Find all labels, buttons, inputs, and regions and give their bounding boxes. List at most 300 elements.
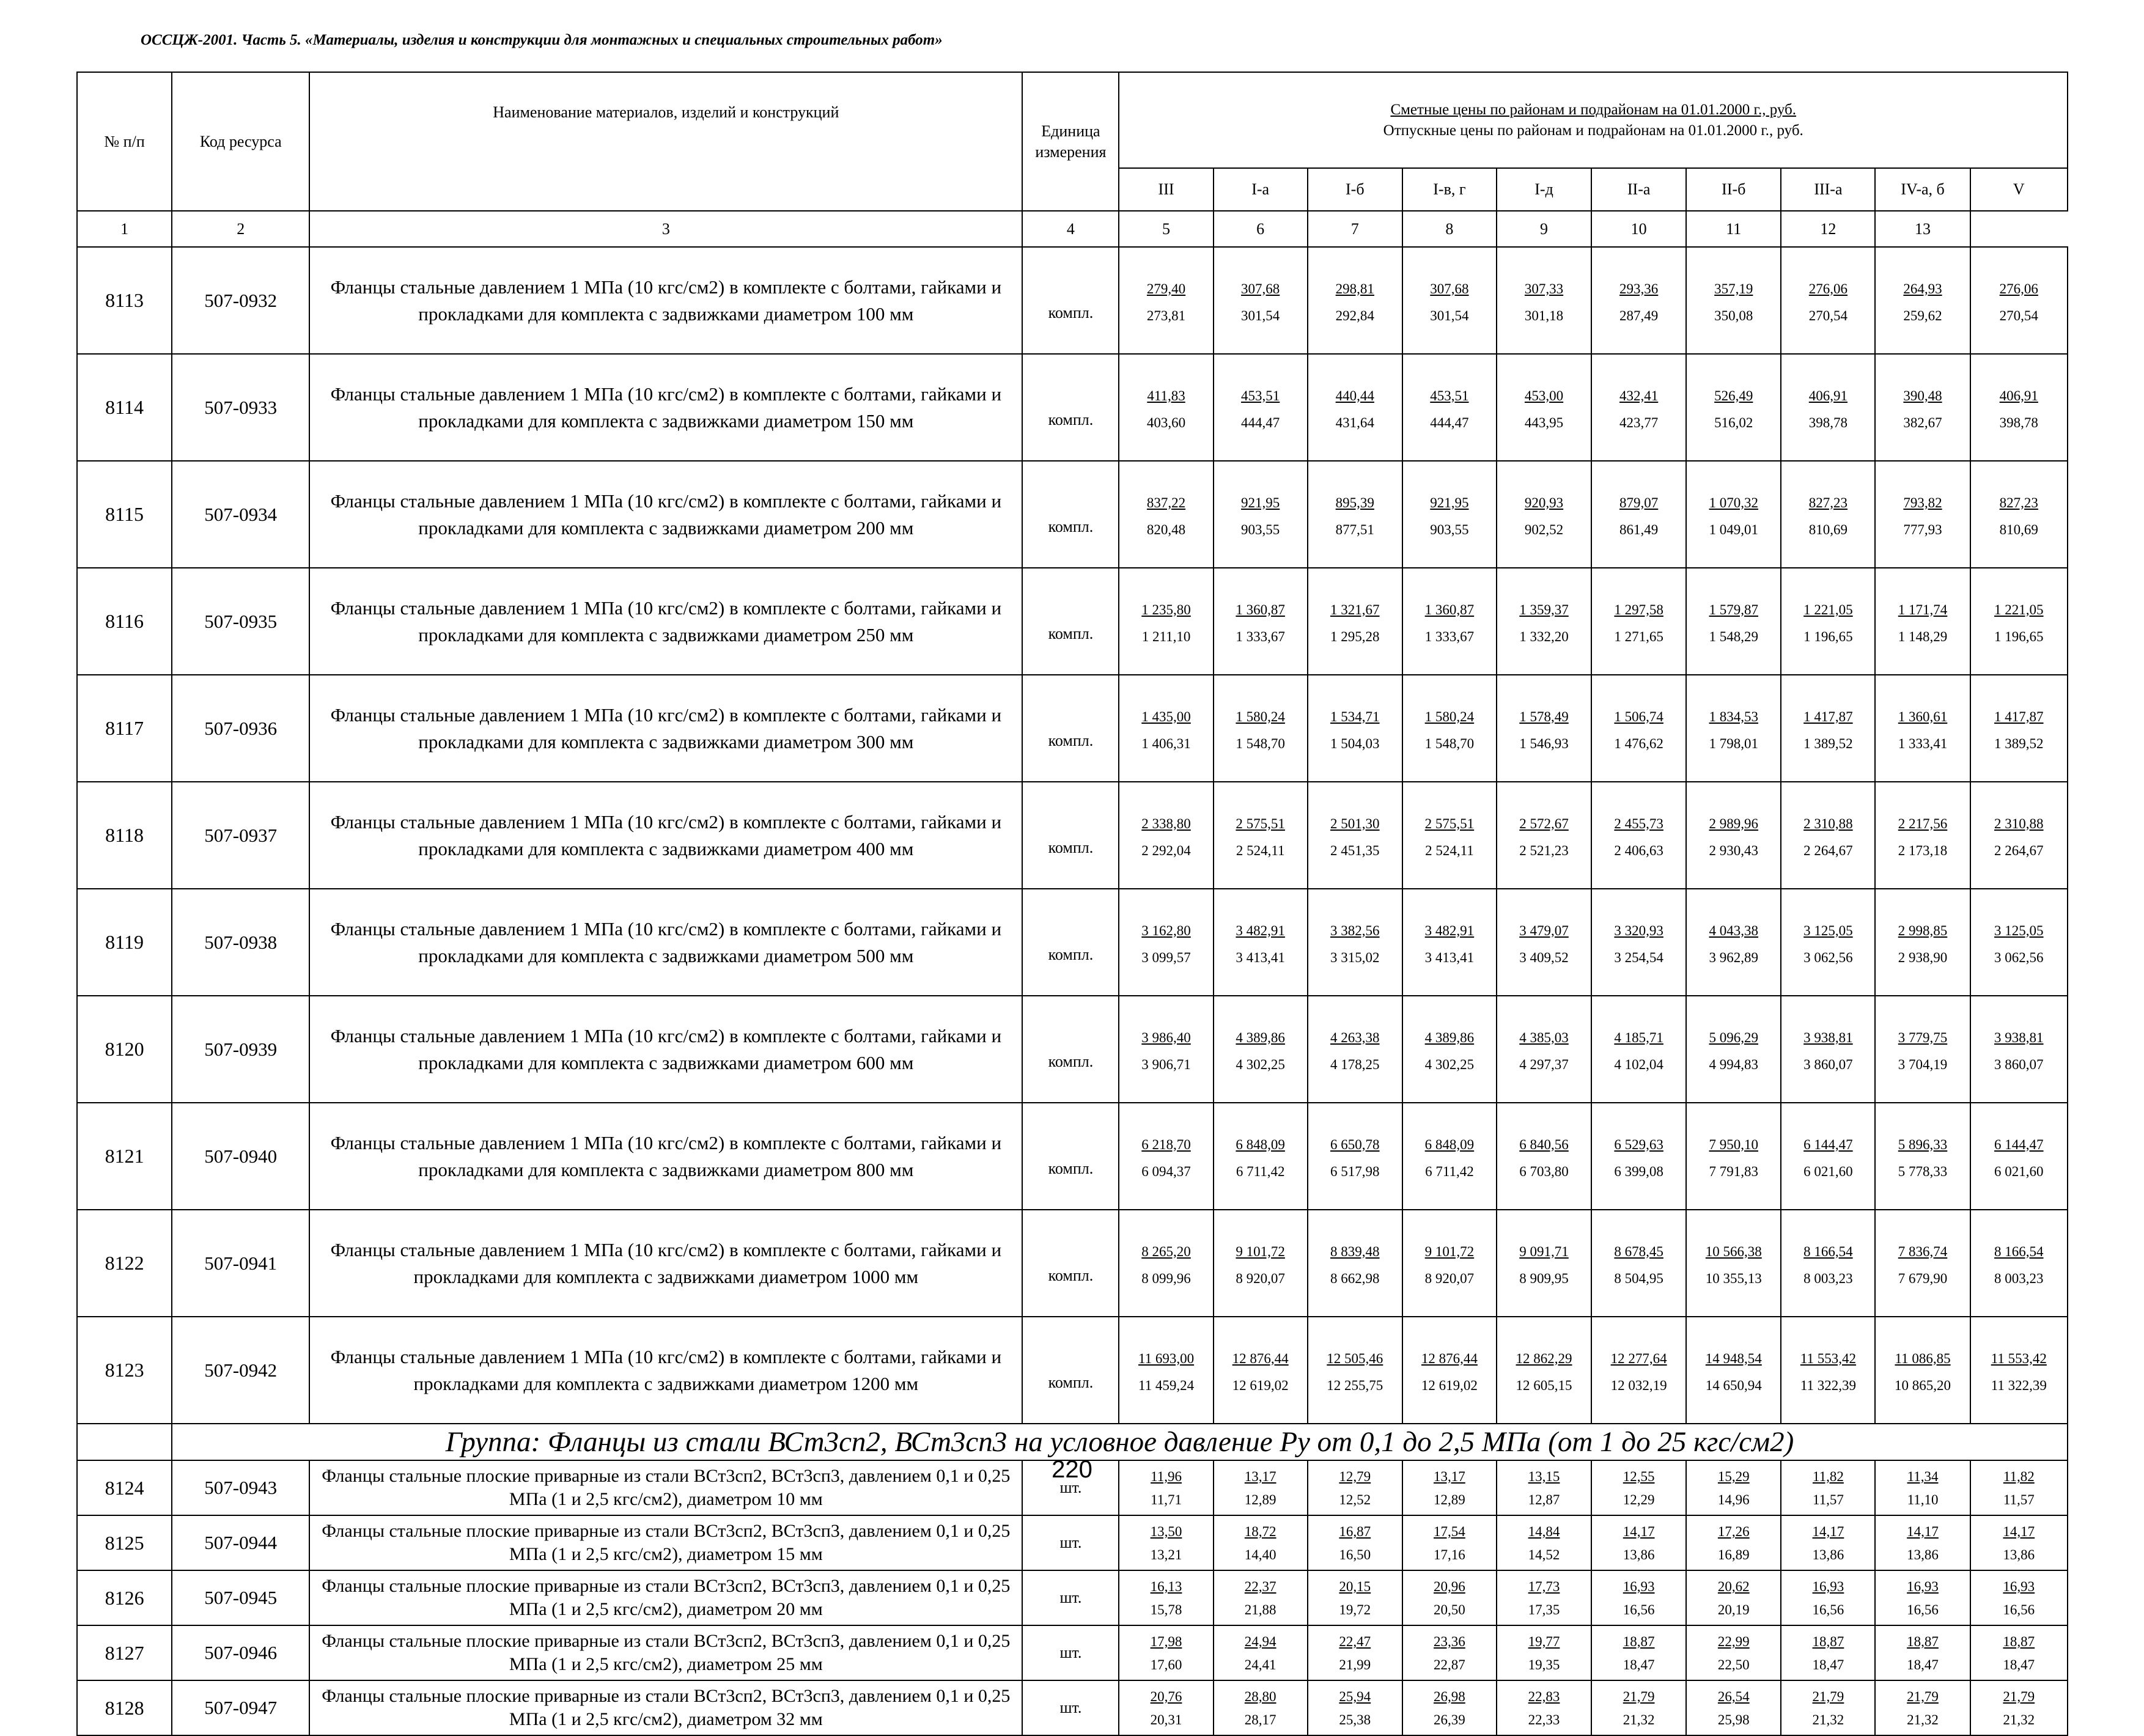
header-region: III-а bbox=[1781, 168, 1875, 211]
estimate-price: 3 162,80 bbox=[1141, 922, 1191, 938]
estimate-price: 5 096,29 bbox=[1709, 1029, 1759, 1045]
estimate-price: 793,82 bbox=[1903, 495, 1942, 510]
price-cell bbox=[1119, 1103, 1213, 1210]
estimate-price: 8 166,54 bbox=[1803, 1243, 1853, 1259]
price-cell bbox=[1686, 1680, 1781, 1735]
release-price: 810,69 bbox=[1808, 521, 1848, 537]
price-cell bbox=[1119, 675, 1213, 782]
table-row bbox=[77, 996, 2068, 1103]
price-cell bbox=[1119, 782, 1213, 889]
price-cell bbox=[1497, 889, 1591, 996]
release-price: 403,60 bbox=[1146, 414, 1186, 430]
release-price: 903,55 bbox=[1430, 521, 1469, 537]
table-row bbox=[77, 247, 2068, 354]
release-price: 4 302,25 bbox=[1236, 1056, 1285, 1072]
estimate-price: 20,76 bbox=[1150, 1689, 1182, 1704]
price-cell bbox=[1781, 1103, 1875, 1210]
header-region: III bbox=[1119, 168, 1213, 211]
release-price: 10 865,20 bbox=[1895, 1377, 1951, 1393]
price-cell bbox=[1970, 782, 2068, 889]
unit-of-measure: шт. bbox=[1022, 1515, 1119, 1570]
resource-code: 507-0946 bbox=[172, 1625, 309, 1680]
column-number: 11 bbox=[1686, 211, 1781, 247]
price-cell bbox=[1119, 1317, 1213, 1424]
release-price: 3 409,52 bbox=[1519, 949, 1569, 965]
price-cell bbox=[1781, 1570, 1875, 1625]
release-price: 2 524,11 bbox=[1425, 842, 1474, 858]
price-cell bbox=[1497, 1317, 1591, 1424]
header-unit: Единица измерения bbox=[1022, 72, 1119, 211]
estimate-price: 13,50 bbox=[1150, 1524, 1182, 1539]
release-price: 4 297,37 bbox=[1519, 1056, 1569, 1072]
price-cell bbox=[1119, 1210, 1213, 1317]
price-cell bbox=[1119, 247, 1213, 354]
material-name: Фланцы стальные давлением 1 МПа (10 кгс/см2) в комплекте с болтами, гайками и прокладками для комплекта с задвижками диаметром 600 мм bbox=[309, 996, 1022, 1103]
release-price: 1 333,67 bbox=[1424, 628, 1475, 644]
estimate-price: 23,36 bbox=[1434, 1634, 1465, 1649]
estimate-price: 11,96 bbox=[1151, 1469, 1182, 1484]
release-price: 4 302,25 bbox=[1424, 1056, 1475, 1072]
release-price: 19,35 bbox=[1528, 1657, 1560, 1672]
material-name: Фланцы стальные давлением 1 МПа (10 кгс/см2) в комплекте с болтами, гайками и прокладками для комплекта с задвижками диаметром 300 мм bbox=[309, 675, 1022, 782]
release-price: 12 255,75 bbox=[1327, 1377, 1383, 1393]
price-cell bbox=[1686, 1317, 1781, 1424]
price-table bbox=[76, 72, 2068, 1736]
release-price: 1 196,65 bbox=[1803, 628, 1853, 644]
estimate-price: 18,72 bbox=[1244, 1524, 1276, 1539]
price-cell bbox=[1875, 675, 1970, 782]
estimate-price: 16,93 bbox=[1907, 1579, 1939, 1594]
header-region: I-в, г bbox=[1402, 168, 1497, 211]
price-cell bbox=[1875, 782, 1970, 889]
estimate-price: 14,17 bbox=[1812, 1524, 1844, 1539]
price-cell bbox=[1875, 889, 1970, 996]
estimate-price: 12 876,44 bbox=[1232, 1350, 1289, 1366]
price-cell bbox=[1497, 1570, 1591, 1625]
price-cell bbox=[1591, 247, 1686, 354]
price-cell bbox=[1686, 247, 1781, 354]
release-price: 1 148,29 bbox=[1898, 628, 1948, 644]
price-cell bbox=[1781, 1515, 1875, 1570]
estimate-price: 8 839,48 bbox=[1330, 1243, 1380, 1259]
estimate-price: 12 277,64 bbox=[1610, 1350, 1667, 1366]
price-cell bbox=[1497, 354, 1591, 461]
estimate-price: 5 896,33 bbox=[1898, 1136, 1948, 1152]
release-price: 14,96 bbox=[1717, 1492, 1750, 1507]
estimate-price: 440,44 bbox=[1335, 388, 1374, 403]
estimate-price: 1 506,74 bbox=[1614, 708, 1663, 724]
estimate-price: 13,17 bbox=[1434, 1469, 1465, 1484]
release-price: 12 619,02 bbox=[1232, 1377, 1289, 1393]
unit-of-measure: компл. bbox=[1022, 1210, 1119, 1317]
price-cell bbox=[1591, 675, 1686, 782]
estimate-price: 1 297,58 bbox=[1614, 601, 1663, 617]
release-price: 3 099,57 bbox=[1141, 949, 1191, 965]
material-name: Фланцы стальные давлением 1 МПа (10 кгс/см2) в комплекте с болтами, гайками и прокладками для комплекта с задвижками диаметром 250 мм bbox=[309, 568, 1022, 675]
price-cell bbox=[1781, 354, 1875, 461]
table-row bbox=[77, 568, 2068, 675]
estimate-price: 20,62 bbox=[1717, 1579, 1750, 1594]
release-price: 273,81 bbox=[1146, 307, 1186, 323]
column-number: 9 bbox=[1497, 211, 1591, 247]
price-cell bbox=[1781, 1317, 1875, 1424]
resource-code: 507-0935 bbox=[172, 568, 309, 675]
estimate-price: 11,82 bbox=[2003, 1469, 2035, 1484]
release-price: 444,47 bbox=[1430, 414, 1469, 430]
price-cell bbox=[1686, 568, 1781, 675]
estimate-price: 12,79 bbox=[1339, 1469, 1371, 1484]
estimate-price: 4 385,03 bbox=[1519, 1029, 1569, 1045]
estimate-price: 1 359,37 bbox=[1519, 601, 1569, 617]
release-price: 21,32 bbox=[2003, 1712, 2035, 1727]
price-cell bbox=[1875, 1680, 1970, 1735]
price-cell bbox=[1970, 461, 2068, 568]
price-cell bbox=[1119, 889, 1213, 996]
material-name: Фланцы стальные давлением 1 МПа (10 кгс/см2) в комплекте с болтами, гайками и прокладками для комплекта с задвижками диаметром 100 мм bbox=[309, 247, 1022, 354]
estimate-price: 276,06 bbox=[1808, 281, 1848, 296]
release-price: 1 504,03 bbox=[1330, 735, 1380, 751]
estimate-price: 17,98 bbox=[1150, 1634, 1182, 1649]
unit-of-measure: компл. bbox=[1022, 782, 1119, 889]
price-cell bbox=[1497, 996, 1591, 1103]
estimate-price: 19,77 bbox=[1528, 1634, 1560, 1649]
release-price: 1 332,20 bbox=[1519, 628, 1569, 644]
estimate-price: 921,95 bbox=[1430, 495, 1469, 510]
header-region: IV-а, б bbox=[1875, 168, 1970, 211]
price-cell bbox=[1970, 247, 2068, 354]
price-cell bbox=[1591, 1317, 1686, 1424]
release-price: 21,99 bbox=[1339, 1657, 1371, 1672]
estimate-price: 1 834,53 bbox=[1709, 708, 1759, 724]
release-price: 270,54 bbox=[1999, 307, 2038, 323]
price-cell bbox=[1970, 1515, 2068, 1570]
release-price: 2 451,35 bbox=[1330, 842, 1380, 858]
price-cell bbox=[1497, 247, 1591, 354]
price-cell bbox=[1686, 1625, 1781, 1680]
estimate-price: 837,22 bbox=[1146, 495, 1186, 510]
estimate-price: 6 529,63 bbox=[1614, 1136, 1663, 1152]
resource-code: 507-0942 bbox=[172, 1317, 309, 1424]
column-number: 6 bbox=[1214, 211, 1308, 247]
row-number: 8128 bbox=[77, 1680, 172, 1735]
price-cell bbox=[1686, 1570, 1781, 1625]
price-cell bbox=[1214, 247, 1308, 354]
price-cell bbox=[1119, 1680, 1213, 1735]
price-cell bbox=[1214, 354, 1308, 461]
price-cell bbox=[1497, 1680, 1591, 1735]
release-price: 13,86 bbox=[1907, 1547, 1939, 1562]
release-price: 301,54 bbox=[1241, 307, 1280, 323]
estimate-price: 895,39 bbox=[1335, 495, 1374, 510]
price-cell bbox=[1591, 889, 1686, 996]
estimate-price: 406,91 bbox=[1808, 388, 1848, 403]
release-price: 20,31 bbox=[1150, 1712, 1182, 1727]
release-price: 12,52 bbox=[1339, 1492, 1371, 1507]
release-price: 287,49 bbox=[1619, 307, 1659, 323]
price-cell bbox=[1591, 1210, 1686, 1317]
release-price: 2 264,67 bbox=[1803, 842, 1853, 858]
unit-of-measure: компл. bbox=[1022, 354, 1119, 461]
release-price: 21,32 bbox=[1907, 1712, 1939, 1727]
estimate-price: 12 862,29 bbox=[1516, 1350, 1572, 1366]
unit-of-measure: компл. bbox=[1022, 568, 1119, 675]
release-price: 270,54 bbox=[1808, 307, 1848, 323]
release-price: 1 196,65 bbox=[1994, 628, 2044, 644]
price-cell bbox=[1308, 354, 1402, 461]
release-price: 14 650,94 bbox=[1705, 1377, 1762, 1393]
price-cell bbox=[1308, 1625, 1402, 1680]
price-cell bbox=[1119, 1515, 1213, 1570]
release-price: 2 406,63 bbox=[1614, 842, 1663, 858]
release-price: 16,89 bbox=[1717, 1547, 1750, 1562]
release-price: 1 333,41 bbox=[1898, 735, 1948, 751]
table-row bbox=[77, 354, 2068, 461]
price-cell bbox=[1308, 675, 1402, 782]
estimate-price: 9 101,72 bbox=[1424, 1243, 1475, 1259]
release-price: 13,21 bbox=[1150, 1547, 1182, 1562]
resource-code: 507-0933 bbox=[172, 354, 309, 461]
release-price: 17,60 bbox=[1150, 1657, 1182, 1672]
unit-of-measure: компл. bbox=[1022, 1103, 1119, 1210]
column-number: 7 bbox=[1308, 211, 1402, 247]
price-cell bbox=[1781, 568, 1875, 675]
estimate-price: 9 101,72 bbox=[1236, 1243, 1285, 1259]
unit-of-measure: компл. bbox=[1022, 1317, 1119, 1424]
release-price: 11,10 bbox=[1907, 1492, 1939, 1507]
release-price: 301,18 bbox=[1524, 307, 1564, 323]
unit-of-measure: компл. bbox=[1022, 675, 1119, 782]
resource-code: 507-0945 bbox=[172, 1570, 309, 1625]
release-price: 11,57 bbox=[1812, 1492, 1844, 1507]
release-price: 8 003,23 bbox=[1803, 1270, 1853, 1286]
estimate-price: 1 070,32 bbox=[1709, 495, 1759, 510]
row-number: 8125 bbox=[77, 1515, 172, 1570]
estimate-price: 3 779,75 bbox=[1898, 1029, 1948, 1045]
document-header: ОССЦЖ-2001. Часть 5. «Материалы, изделия и конструкции для монтажных и специальных строительных работ» bbox=[141, 32, 943, 48]
release-price: 8 920,07 bbox=[1424, 1270, 1475, 1286]
estimate-price: 11 693,00 bbox=[1138, 1350, 1195, 1366]
price-cell bbox=[1497, 1625, 1591, 1680]
row-number: 8114 bbox=[77, 354, 172, 461]
table-row bbox=[77, 1317, 2068, 1424]
release-price: 8 909,95 bbox=[1519, 1270, 1569, 1286]
estimate-price: 432,41 bbox=[1619, 388, 1659, 403]
estimate-price: 14,84 bbox=[1528, 1524, 1560, 1539]
estimate-price: 406,91 bbox=[1999, 388, 2038, 403]
price-cell bbox=[1497, 1210, 1591, 1317]
estimate-price: 21,79 bbox=[2003, 1689, 2035, 1704]
table-row bbox=[77, 1515, 2068, 1570]
estimate-price: 411,83 bbox=[1147, 388, 1185, 403]
estimate-price: 9 091,71 bbox=[1519, 1243, 1569, 1259]
estimate-price: 1 235,80 bbox=[1141, 601, 1191, 617]
price-cell bbox=[1402, 996, 1497, 1103]
estimate-price: 921,95 bbox=[1241, 495, 1280, 510]
column-number: 12 bbox=[1781, 211, 1875, 247]
price-cell bbox=[1686, 461, 1781, 568]
estimate-price: 2 572,67 bbox=[1519, 815, 1569, 831]
price-cell bbox=[1970, 1317, 2068, 1424]
price-cell bbox=[1970, 1625, 2068, 1680]
release-price: 1 211,10 bbox=[1141, 628, 1191, 644]
estimate-price: 827,23 bbox=[1808, 495, 1848, 510]
price-cell bbox=[1214, 568, 1308, 675]
estimate-price: 14,17 bbox=[2003, 1524, 2035, 1539]
release-price: 22,33 bbox=[1528, 1712, 1560, 1727]
price-cell bbox=[1402, 675, 1497, 782]
release-price: 292,84 bbox=[1335, 307, 1374, 323]
release-price: 20,50 bbox=[1434, 1602, 1465, 1617]
price-cell bbox=[1591, 568, 1686, 675]
estimate-price: 264,93 bbox=[1903, 281, 1942, 296]
release-price: 1 476,62 bbox=[1614, 735, 1663, 751]
estimate-price: 8 265,20 bbox=[1141, 1243, 1191, 1259]
material-name: Фланцы стальные плоские приварные из стали ВСт3сп2, ВСт3сп3, давлением 0,1 и 0,25 МПа (1 и 2,5 кгс/см2), диаметром 10 мм bbox=[309, 1460, 1022, 1515]
estimate-price: 16,93 bbox=[1812, 1579, 1844, 1594]
price-cell bbox=[1308, 1680, 1402, 1735]
release-price: 1 333,67 bbox=[1236, 628, 1285, 644]
release-price: 25,38 bbox=[1339, 1712, 1371, 1727]
release-price: 11 322,39 bbox=[1991, 1377, 2047, 1393]
release-price: 19,72 bbox=[1339, 1602, 1371, 1617]
header-code: Код ресурса bbox=[172, 72, 309, 211]
estimate-price: 526,49 bbox=[1714, 388, 1753, 403]
header-region: I-д bbox=[1497, 168, 1591, 211]
resource-code: 507-0940 bbox=[172, 1103, 309, 1210]
estimate-price: 1 360,87 bbox=[1424, 601, 1475, 617]
release-price: 861,49 bbox=[1619, 521, 1659, 537]
group-title: Группа: Фланцы из стали ВСт3сп2, ВСт3сп3 на условное давление Ру от 0,1 до 2,5 МПа (от 1 до 25 кгс/см2) bbox=[172, 1424, 2068, 1460]
header-region: I-б bbox=[1308, 168, 1402, 211]
release-price: 902,52 bbox=[1524, 521, 1564, 537]
release-price: 6 021,60 bbox=[1994, 1163, 2044, 1179]
estimate-price: 1 221,05 bbox=[1803, 601, 1853, 617]
release-price: 443,95 bbox=[1524, 414, 1564, 430]
unit-of-measure: шт. bbox=[1022, 1680, 1119, 1735]
release-price: 1 548,29 bbox=[1709, 628, 1759, 644]
price-cell bbox=[1402, 1570, 1497, 1625]
estimate-price: 11 086,85 bbox=[1895, 1350, 1951, 1366]
price-cell bbox=[1591, 354, 1686, 461]
price-cell bbox=[1497, 461, 1591, 568]
price-cell bbox=[1970, 1680, 2068, 1735]
estimate-price: 2 989,96 bbox=[1709, 815, 1759, 831]
release-price: 1 389,52 bbox=[1803, 735, 1853, 751]
release-price: 3 860,07 bbox=[1803, 1056, 1853, 1072]
estimate-price: 3 382,56 bbox=[1330, 922, 1380, 938]
estimate-price: 279,40 bbox=[1146, 281, 1186, 296]
price-cell bbox=[1781, 782, 1875, 889]
release-price: 301,54 bbox=[1430, 307, 1469, 323]
price-cell bbox=[1402, 1625, 1497, 1680]
estimate-price: 307,33 bbox=[1524, 281, 1564, 296]
release-price: 1 049,01 bbox=[1709, 521, 1759, 537]
release-price: 17,16 bbox=[1434, 1547, 1465, 1562]
estimate-price: 6 650,78 bbox=[1330, 1136, 1380, 1152]
estimate-price: 4 043,38 bbox=[1709, 922, 1759, 938]
price-cell bbox=[1970, 354, 2068, 461]
price-cell bbox=[1970, 996, 2068, 1103]
price-cell bbox=[1119, 568, 1213, 675]
estimate-price: 390,48 bbox=[1903, 388, 1942, 403]
resource-code: 507-0939 bbox=[172, 996, 309, 1103]
price-cell bbox=[1970, 1103, 2068, 1210]
column-number: 13 bbox=[1875, 211, 1970, 247]
estimate-price: 11 553,42 bbox=[1991, 1350, 2047, 1366]
release-price: 11 459,24 bbox=[1138, 1377, 1195, 1393]
price-cell bbox=[1497, 782, 1591, 889]
estimate-price: 16,93 bbox=[2003, 1579, 2035, 1594]
release-price: 1 406,31 bbox=[1141, 735, 1191, 751]
estimate-price: 276,06 bbox=[1999, 281, 2038, 296]
release-price: 22,87 bbox=[1434, 1657, 1465, 1672]
estimate-price: 26,54 bbox=[1717, 1689, 1750, 1704]
release-price: 2 524,11 bbox=[1236, 842, 1285, 858]
release-price: 4 994,83 bbox=[1709, 1056, 1759, 1072]
estimate-price: 22,83 bbox=[1528, 1689, 1560, 1704]
estimate-price: 1 360,87 bbox=[1236, 601, 1285, 617]
row-number: 8113 bbox=[77, 247, 172, 354]
price-cell bbox=[1214, 1515, 1308, 1570]
release-price: 21,32 bbox=[1623, 1712, 1655, 1727]
estimate-price: 13,17 bbox=[1244, 1469, 1276, 1484]
estimate-price: 2 310,88 bbox=[1803, 815, 1853, 831]
price-cell bbox=[1686, 675, 1781, 782]
price-cell bbox=[1308, 1103, 1402, 1210]
release-price: 877,51 bbox=[1335, 521, 1374, 537]
estimate-price: 1 534,71 bbox=[1330, 708, 1380, 724]
column-number: 5 bbox=[1119, 211, 1213, 247]
unit-of-measure: компл. bbox=[1022, 889, 1119, 996]
estimate-price: 11,34 bbox=[1907, 1469, 1939, 1484]
price-cell bbox=[1875, 461, 1970, 568]
estimate-price: 7 950,10 bbox=[1709, 1136, 1759, 1152]
row-number: 8127 bbox=[77, 1625, 172, 1680]
estimate-price: 18,87 bbox=[1907, 1634, 1939, 1649]
group-spacer bbox=[77, 1424, 172, 1460]
price-cell bbox=[1402, 568, 1497, 675]
release-price: 13,86 bbox=[1812, 1547, 1844, 1562]
price-cell bbox=[1214, 1570, 1308, 1625]
resource-code: 507-0934 bbox=[172, 461, 309, 568]
price-cell bbox=[1875, 354, 1970, 461]
price-cell bbox=[1119, 354, 1213, 461]
estimate-price: 12 876,44 bbox=[1421, 1350, 1478, 1366]
estimate-price: 3 125,05 bbox=[1994, 922, 2044, 938]
row-number: 8115 bbox=[77, 461, 172, 568]
estimate-price: 14,17 bbox=[1907, 1524, 1939, 1539]
estimate-price: 17,26 bbox=[1717, 1524, 1750, 1539]
price-cell bbox=[1308, 461, 1402, 568]
price-cell bbox=[1402, 1103, 1497, 1210]
price-cell bbox=[1308, 782, 1402, 889]
price-cell bbox=[1781, 1625, 1875, 1680]
estimate-price: 1 221,05 bbox=[1994, 601, 2044, 617]
material-name: Фланцы стальные плоские приварные из стали ВСт3сп2, ВСт3сп3, давлением 0,1 и 0,25 МПа (1 и 2,5 кгс/см2), диаметром 32 мм bbox=[309, 1680, 1022, 1735]
release-price: 24,41 bbox=[1244, 1657, 1276, 1672]
estimate-price: 3 479,07 bbox=[1519, 922, 1569, 938]
price-cell bbox=[1308, 1570, 1402, 1625]
estimate-price: 26,98 bbox=[1434, 1689, 1465, 1704]
price-cell bbox=[1214, 1625, 1308, 1680]
release-price: 382,67 bbox=[1903, 414, 1942, 430]
estimate-price: 15,29 bbox=[1717, 1469, 1750, 1484]
release-price: 12,87 bbox=[1528, 1492, 1560, 1507]
price-cell bbox=[1402, 461, 1497, 568]
estimate-price: 6 144,47 bbox=[1994, 1136, 2044, 1152]
price-cell bbox=[1497, 1515, 1591, 1570]
price-cell bbox=[1308, 996, 1402, 1103]
